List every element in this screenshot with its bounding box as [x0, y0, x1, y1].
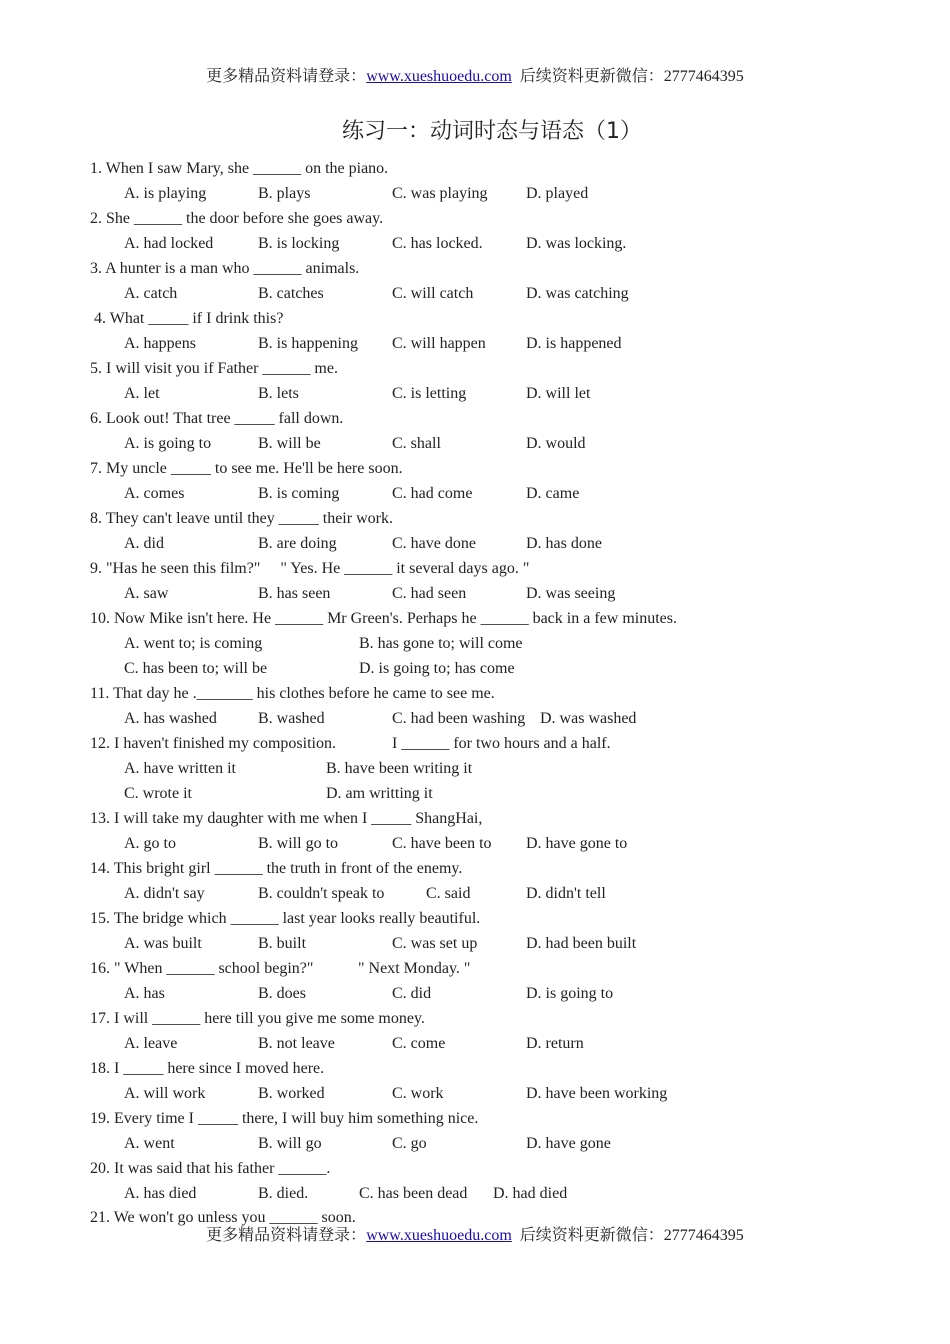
question-1: 1. When I saw Mary, she ______ on the piano.	[90, 160, 389, 177]
options-10-row2	[0, 656, 950, 681]
option-a: A. will work	[124, 1085, 206, 1102]
option-d: D. was seeing	[526, 585, 616, 602]
option-b: B. are doing	[258, 535, 337, 552]
option-c: C. will catch	[392, 285, 474, 302]
options-11	[0, 706, 950, 731]
option-c: C. had been washing	[392, 710, 526, 727]
page-title: 练习一：动词时态与语态（1）	[342, 119, 642, 144]
option-d: D. have been working	[526, 1085, 668, 1102]
options-12-row1	[0, 756, 950, 781]
option-a: A. leave	[124, 1035, 178, 1052]
option-c: C. have been to	[392, 835, 492, 852]
question-14: 14. This bright girl ______ the truth in front of the enemy.	[90, 860, 463, 877]
option-c: C. was set up	[392, 935, 478, 952]
option-c: C. go	[392, 1135, 427, 1152]
option-d: D. was washed	[540, 710, 637, 727]
option-c: C. did	[392, 985, 432, 1002]
question-13: 13. I will take my daughter with me when I _____ ShangHai,	[90, 810, 483, 827]
option-a: A. comes	[124, 485, 185, 502]
option-c: C. had come	[392, 485, 473, 502]
option-c: C. shall	[392, 435, 441, 452]
option-b: B. have been writing it	[326, 760, 473, 777]
question-6: 6. Look out! That tree _____ fall down.	[90, 410, 344, 427]
question-12	[0, 731, 950, 756]
option-b: B. is locking	[258, 235, 340, 252]
option-c: C. said	[426, 885, 471, 902]
option-c: C. will happen	[392, 335, 486, 352]
option-a: A. went to; is coming	[124, 635, 263, 652]
options-3	[0, 281, 950, 306]
option-b: B. washed	[258, 710, 325, 727]
option-d: D. was locking.	[526, 235, 627, 252]
option-c: C. wrote it	[124, 785, 192, 802]
question-10: 10. Now Mike isn't here. He ______ Mr Green's. Perhaps he ______ back in a few minutes.	[90, 610, 677, 627]
option-a: A. was built	[124, 935, 202, 952]
question-20: 20. It was said that his father ______.	[90, 1160, 331, 1177]
option-d: D. had been built	[526, 935, 637, 952]
option-c: C. had seen	[392, 585, 467, 602]
option-d: D. will let	[526, 385, 591, 402]
option-c: C. work	[392, 1085, 444, 1102]
footer-suffix: 后续资料更新微信：2777464395	[519, 1227, 744, 1244]
option-c: C. come	[392, 1035, 446, 1052]
option-d: D. is going to; has come	[359, 660, 515, 677]
question-8: 8. They can't leave until they _____ their work.	[90, 510, 393, 527]
option-d: D. have gone to	[526, 835, 628, 852]
option-d: D. is going to	[526, 985, 614, 1002]
option-b: B. built	[258, 935, 307, 952]
question-7: 7. My uncle _____ to see me. He'll be here soon.	[90, 460, 403, 477]
options-12-row2	[0, 781, 950, 806]
question-4: 4. What _____ if I drink this?	[94, 310, 284, 327]
options-1	[0, 181, 950, 206]
question-12-text: 12. I haven't finished my composition.	[90, 735, 336, 752]
header-suffix: 后续资料更新微信：2777464395	[519, 68, 744, 85]
question-15: 15. The bridge which ______ last year looks really beautiful.	[90, 910, 481, 927]
options-6	[0, 431, 950, 456]
option-a: A. has washed	[124, 710, 217, 727]
option-a: A. did	[124, 535, 164, 552]
question-16-text: 16. " When ______ school begin?"	[90, 960, 314, 977]
option-c: C. is letting	[392, 385, 467, 402]
option-b: B. does	[258, 985, 306, 1002]
option-b: B. will go	[258, 1135, 322, 1152]
options-20	[0, 1181, 950, 1206]
option-b: B. lets	[258, 385, 299, 402]
page-header	[0, 67, 950, 87]
footer-prefix: 更多精品资料请登录：	[206, 1227, 367, 1244]
options-19	[0, 1131, 950, 1156]
option-d: D. is happened	[526, 335, 622, 352]
header-prefix: 更多精品资料请登录：	[206, 68, 367, 85]
options-4	[0, 331, 950, 356]
options-5	[0, 381, 950, 406]
option-b: B. worked	[258, 1085, 325, 1102]
option-b: B. will go to	[258, 835, 339, 852]
question-2: 2. She ______ the door before she goes away.	[90, 210, 384, 227]
option-b: B. has seen	[258, 585, 331, 602]
option-a: A. happens	[124, 335, 196, 352]
option-d: D. have gone	[526, 1135, 611, 1152]
option-b: B. catches	[258, 285, 324, 302]
options-8	[0, 531, 950, 556]
option-c: C. have done	[392, 535, 476, 552]
options-9	[0, 581, 950, 606]
page-footer	[0, 1226, 950, 1246]
options-10-row1	[0, 631, 950, 656]
option-b: B. couldn't speak to	[258, 885, 385, 902]
options-14	[0, 881, 950, 906]
options-2	[0, 231, 950, 256]
question-18: 18. I _____ here since I moved here.	[90, 1060, 325, 1077]
option-b: B. is happening	[258, 335, 358, 352]
option-b: B. not leave	[258, 1035, 335, 1052]
question-9: 9. "Has he seen this film?" " Yes. He ______ it several days ago. "	[90, 560, 530, 577]
question-19: 19. Every time I _____ there, I will buy him something nice.	[90, 1110, 479, 1127]
option-d: D. didn't tell	[526, 885, 606, 902]
option-d: D. had died	[493, 1185, 568, 1202]
option-a: A. has	[124, 985, 165, 1002]
options-15	[0, 931, 950, 956]
question-16-text2: " Next Monday. "	[358, 960, 471, 977]
option-b: B. died.	[258, 1185, 309, 1202]
question-3: 3. A hunter is a man who ______ animals.	[90, 260, 360, 277]
question-12-text2: I ______ for two hours and a half.	[392, 735, 611, 752]
option-a: A. go to	[124, 835, 176, 852]
option-c: C. has been to; will be	[124, 660, 268, 677]
options-7	[0, 481, 950, 506]
option-a: A. didn't say	[124, 885, 205, 902]
option-d: D. would	[526, 435, 586, 452]
option-a: A. saw	[124, 585, 169, 602]
option-d: D. am writting it	[326, 785, 433, 802]
option-a: A. is going to	[124, 435, 212, 452]
option-a: A. let	[124, 385, 160, 402]
option-b: B. has gone to; will come	[359, 635, 523, 652]
option-d: D. was catching	[526, 285, 629, 302]
question-11: 11. That day he ._______ his clothes before he came to see me.	[90, 685, 495, 702]
footer-link[interactable]: www.xueshuoedu.com	[366, 1227, 512, 1244]
option-a: A. is playing	[124, 185, 207, 202]
option-c: C. has locked.	[392, 235, 483, 252]
option-d: D. came	[526, 485, 580, 502]
question-17: 17. I will ______ here till you give me some money.	[90, 1010, 425, 1027]
option-d: D. played	[526, 185, 589, 202]
option-d: D. return	[526, 1035, 584, 1052]
option-a: A. went	[124, 1135, 175, 1152]
option-c: C. was playing	[392, 185, 488, 202]
option-b: B. plays	[258, 185, 311, 202]
option-a: A. have written it	[124, 760, 236, 777]
options-16	[0, 981, 950, 1006]
options-17	[0, 1031, 950, 1056]
option-a: A. catch	[124, 285, 178, 302]
question-21: 21. We won't go unless you ______ soon.	[90, 1209, 356, 1226]
header-link[interactable]: www.xueshuoedu.com	[366, 68, 512, 85]
question-16	[0, 956, 950, 981]
option-d: D. has done	[526, 535, 602, 552]
option-b: B. is coming	[258, 485, 340, 502]
options-13	[0, 831, 950, 856]
option-a: A. had locked	[124, 235, 214, 252]
options-18	[0, 1081, 950, 1106]
option-c: C. has been dead	[359, 1185, 468, 1202]
option-b: B. will be	[258, 435, 321, 452]
option-a: A. has died	[124, 1185, 197, 1202]
question-5: 5. I will visit you if Father ______ me.	[90, 360, 338, 377]
